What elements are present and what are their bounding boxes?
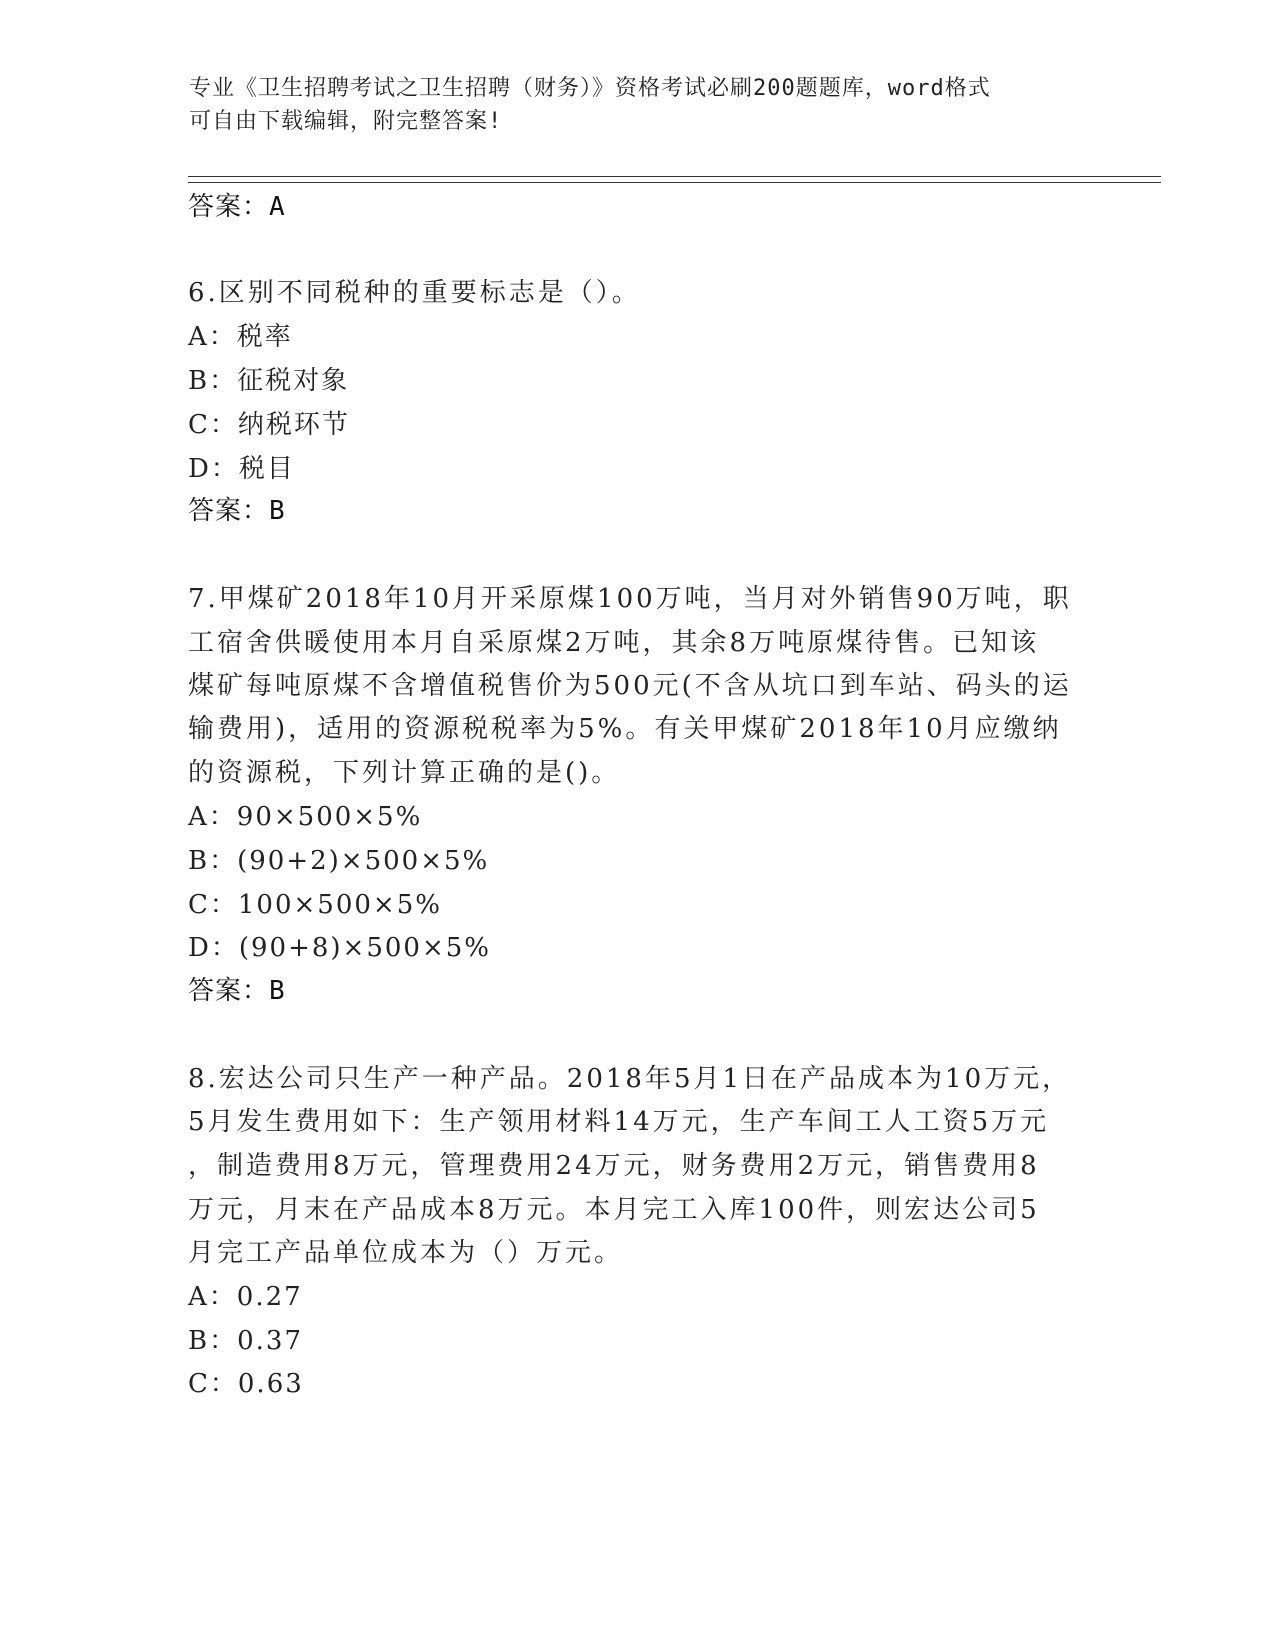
header-divider-top: [188, 176, 1161, 177]
q6-option-c: C：纳税环节: [188, 410, 350, 440]
header-line-2: 可自由下载编辑，附完整答案!: [189, 109, 503, 134]
q6-option-d: D：税目: [188, 454, 295, 484]
document-header: [189, 72, 1089, 138]
q8-option-a: A：0.27: [188, 1282, 303, 1312]
q6-option-b: B：征税对象: [188, 366, 350, 396]
q8-stem-line-5: 月完工产品单位成本为（）万元。: [188, 1238, 624, 1268]
q7-option-d: D：(90+8)×500×5%: [188, 933, 491, 963]
q7-stem-line-3: 煤矿每吨原煤不含增值税售价为500元(不含从坑口到车站、码头的运: [188, 671, 1072, 701]
header-divider-bottom: [188, 182, 1161, 183]
q7-option-b: B：(90+2)×500×5%: [188, 846, 490, 876]
q7-option-c: C：100×500×5%: [188, 890, 442, 920]
q6-option-a: A：税率: [188, 322, 293, 352]
header-line-1: 专业《卫生招聘考试之卫生招聘（财务）》资格考试必刷200题题库，word格式: [189, 76, 991, 101]
q7-option-a: A：90×500×5%: [188, 802, 423, 832]
q7-stem-line-1: 7.甲煤矿2018年10月开采原煤100万吨，当月对外销售90万吨，职: [188, 584, 1072, 614]
prev-answer: 答案：A: [188, 192, 286, 222]
q8-option-b: B：0.37: [188, 1326, 303, 1356]
q7-stem-line-5: 的资源税，下列计算正确的是()。: [188, 758, 621, 788]
q8-stem-line-2: 5月发生费用如下：生产领用材料14万元，生产车间工人工资5万元: [188, 1107, 1050, 1137]
q8-stem-line-1: 8.宏达公司只生产一种产品。2018年5月1日在产品成本为10万元，: [188, 1064, 1072, 1094]
q7-answer: 答案：B: [188, 976, 286, 1006]
q6-stem: 6.区别不同税种的重要标志是（）。: [188, 278, 641, 308]
q7-stem-line-4: 输费用)，适用的资源税税率为5%。有关甲煤矿2018年10月应缴纳: [188, 714, 1062, 744]
q8-stem-line-4: 万元，月末在产品成本8万元。本月完工入库100件，则宏达公司5: [188, 1195, 1040, 1225]
q6-answer: 答案：B: [188, 496, 286, 526]
q7-stem-line-2: 工宿舍供暖使用本月自采原煤2万吨，其余8万吨原煤待售。已知该: [188, 628, 1040, 658]
q8-stem-line-3: ，制造费用8万元，管理费用24万元，财务费用2万元，销售费用8: [188, 1151, 1040, 1181]
q8-option-c: C：0.63: [188, 1369, 304, 1399]
